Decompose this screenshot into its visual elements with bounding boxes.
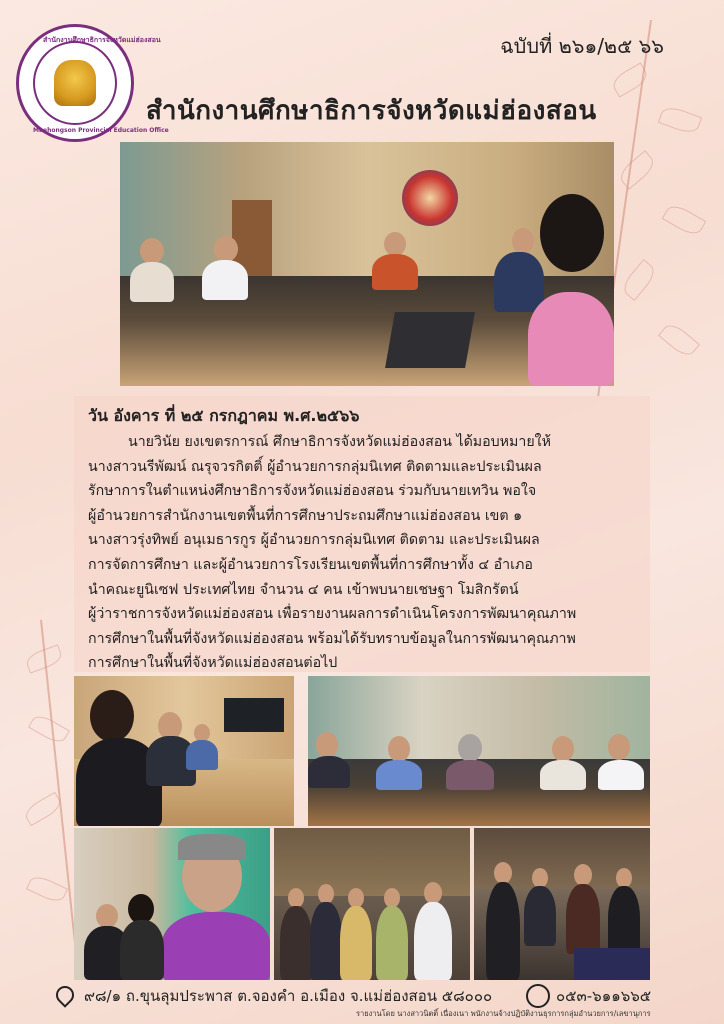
article-line: นำคณะยูนิเซฟ ประเทศไทย จำนวน ๔ คน เข้าพบนายเชษฐา โมสิกรัตน์ xyxy=(88,581,519,598)
reporter-credit: รายงานโดย นางสาวนิตติ์ เนื่องเนา พนักงานจ้างปฏิบัติงานธุรการกลุ่มอำนวยการ/เลขานุการ xyxy=(356,1009,651,1018)
article-line: นางสาวนรีพัฒน์ ณรุจวรกิตติ์ ผู้อำนวยการกลุ่มนิเทศ ติดตามและประเมินผล xyxy=(88,458,542,475)
article-body xyxy=(88,430,648,676)
footer-phone: ๐๕๓-๖๑๑๖๖๕ xyxy=(556,987,652,1005)
emblem-icon xyxy=(54,60,96,106)
issue-number: ฉบับที่ ๒๖๑/๒๕ ๖๖ xyxy=(500,34,664,58)
article-line: รักษาการในตำแหน่งศึกษาธิการจังหวัดแม่ฮ่องสอน ร่วมกับนายเทวิน พอใจ xyxy=(88,483,537,500)
article-line: ผู้อำนวยการสำนักงานเขตพื้นที่การศึกษาประถมศึกษาแม่ฮ่องสอน เขต ๑ xyxy=(88,507,523,524)
article-line: ผู้ว่าราชการจังหวัดแม่ฮ่องสอน เพื่อรายงานผลการดำเนินโครงการพัฒนาคุณภาพ xyxy=(88,606,577,623)
collage-photo-1 xyxy=(74,676,294,826)
collage-photo-4 xyxy=(274,828,470,980)
article-date: วัน อังคาร ที่ ๒๕ กรกฎาคม พ.ศ.๒๕๖๖ xyxy=(88,406,360,425)
article-line: นายวินัย ยงเขตรการณ์ ศึกษาธิการจังหวัดแม่ฮ่องสอน ได้มอบหมายให้ xyxy=(128,434,551,450)
collage-photo-5 xyxy=(474,828,650,980)
phone-icon xyxy=(526,984,550,1008)
collage-photo-2 xyxy=(308,676,650,826)
logo-thai-text: สำนักงานศึกษาธิการจังหวัดแม่ฮ่องสอน xyxy=(43,36,161,44)
footer-address: ๙๘/๑ ถ.ขุนลุมประพาส ต.จองคำ อ.เมือง จ.แม่ฮ่องสอน ๕๘๐๐๐ xyxy=(84,987,493,1005)
collage-photo-3 xyxy=(74,828,270,980)
article-line: การจัดการศึกษา และผู้อำนวยการโรงเรียนเขตพื้นที่การศึกษาทั้ง ๔ อำเภอ xyxy=(88,556,533,573)
main-meeting-photo xyxy=(120,142,614,386)
office-logo xyxy=(16,24,169,142)
logo-english-text: Maehongson Provincial Education Office xyxy=(33,127,169,134)
article-line: นางสาวรุ่งทิพย์ อนุเมธารกูร ผู้อำนวยการกลุ่มนิเทศ ติดตาม และประเมินผล xyxy=(88,532,540,549)
article-line: การศึกษาในพื้นที่จังหวัดแม่ฮ่องสอนต่อไป xyxy=(88,655,338,672)
office-title: สำนักงานศึกษาธิการจังหวัดแม่ฮ่องสอน xyxy=(146,96,597,126)
location-pin-icon xyxy=(52,982,77,1007)
article-line: การศึกษาในพื้นที่จังหวัดแม่ฮ่องสอน พร้อมได้รับทราบข้อมูลในการพัฒนาคุณภาพ xyxy=(88,630,576,647)
